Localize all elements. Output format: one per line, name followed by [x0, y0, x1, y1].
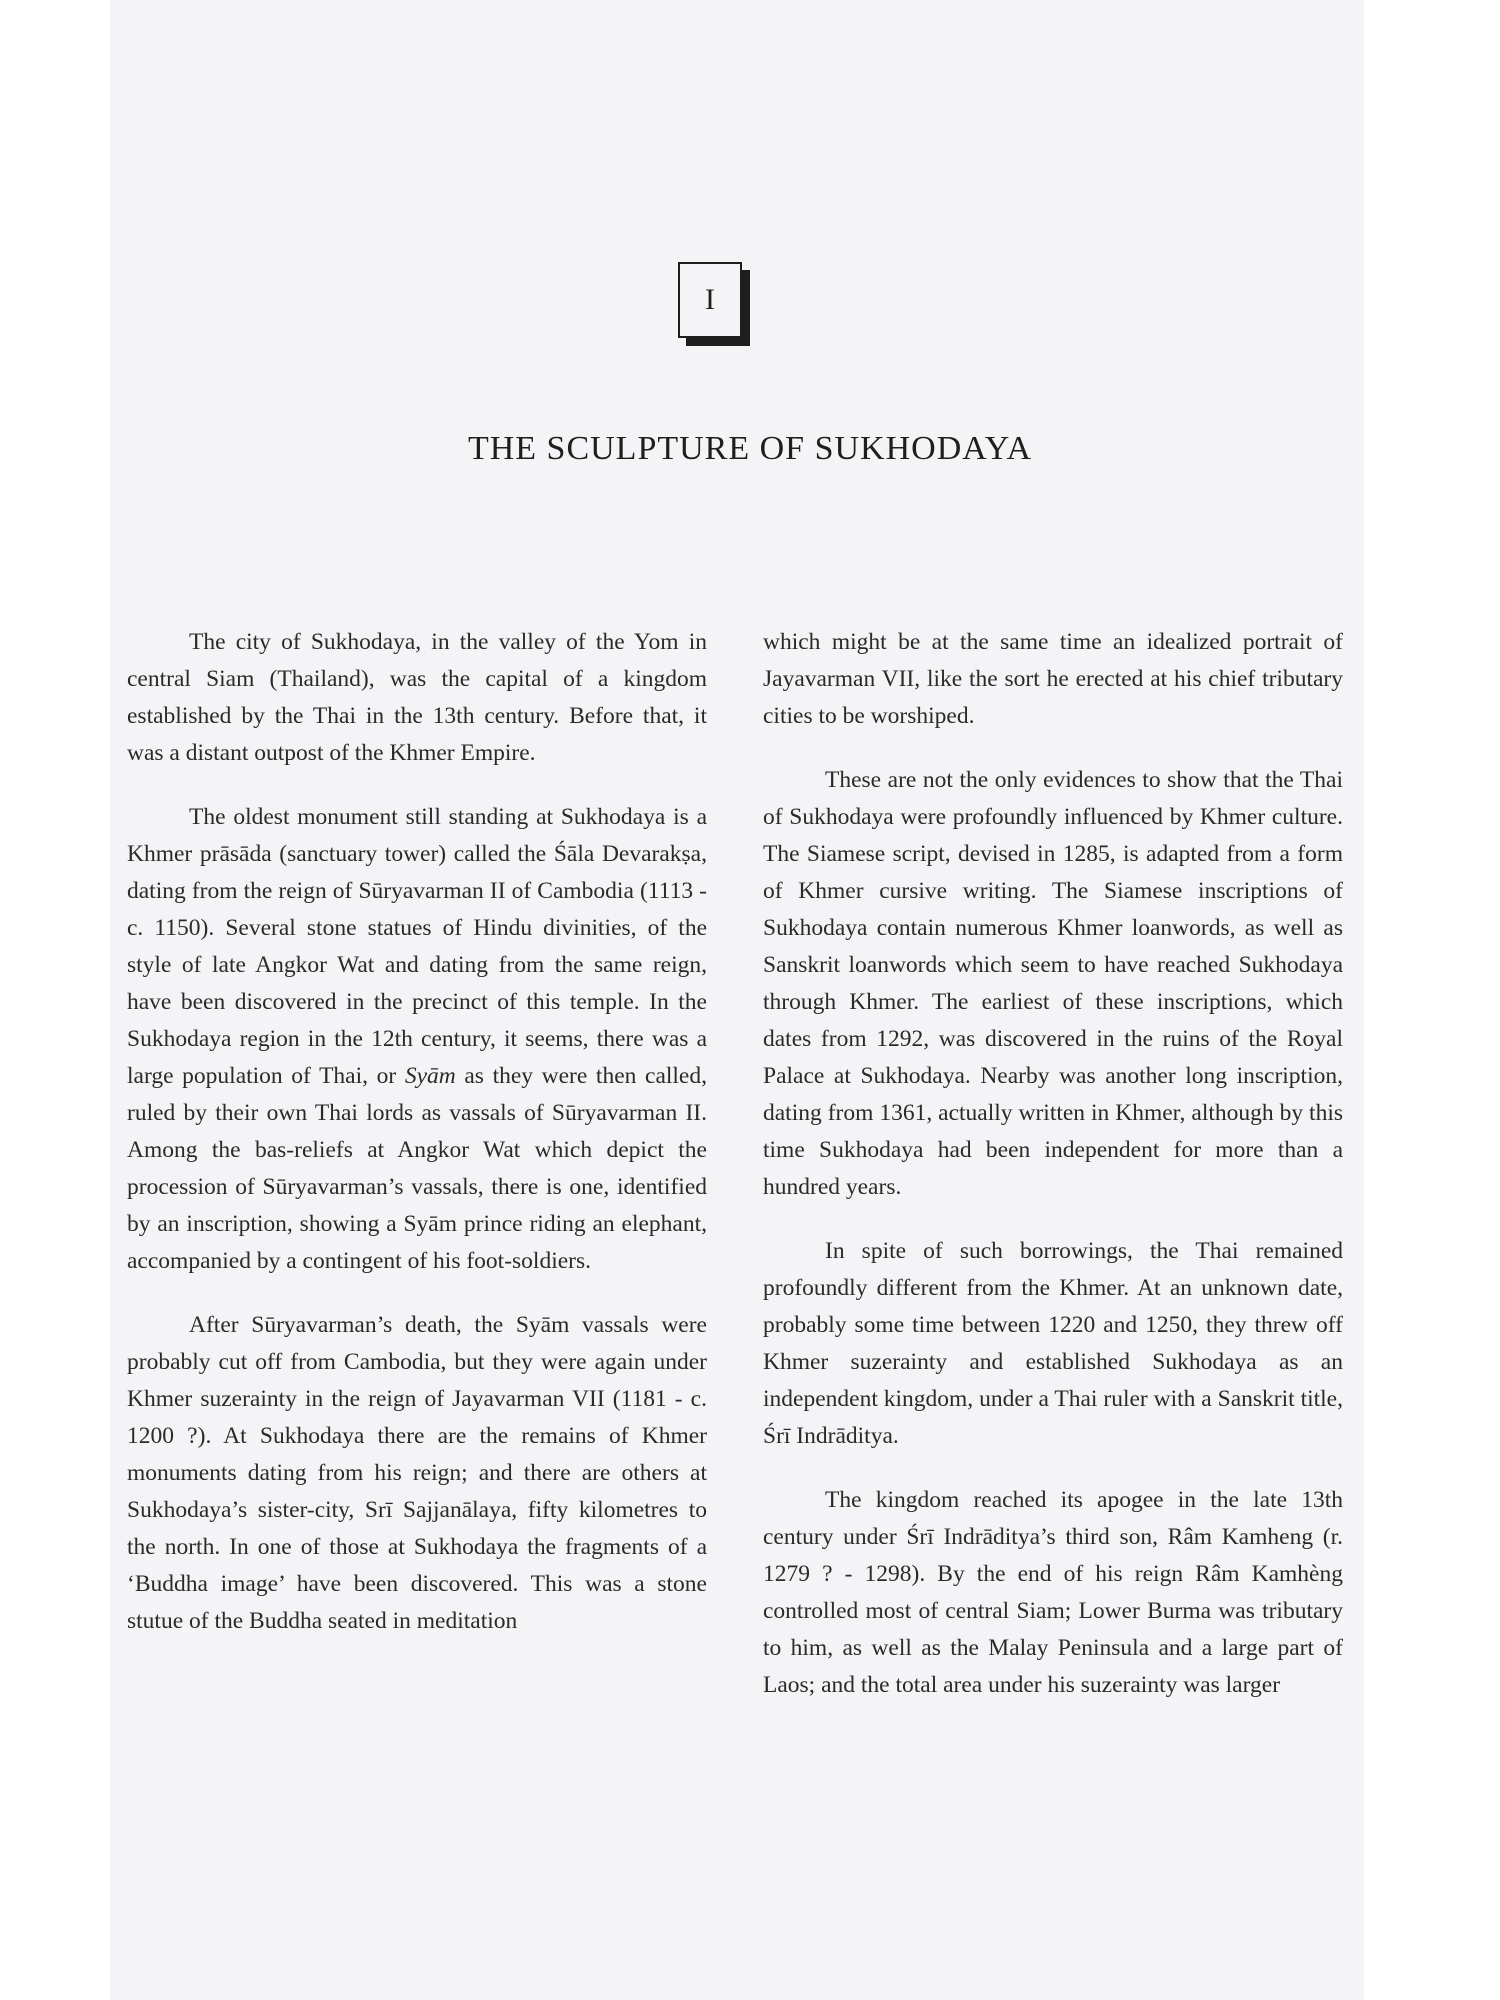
right-paragraph-4: The kingdom reached its apogee in the late 13th century under Śrī Indrāditya’s third son, Râm Kamheng (r. 1279 ? - 1298). By the end of his reign Râm Kamhèng controlled most of central Siam; Lower Burma was tributary to him, as well as the Malay Peninsula and a large part of Laos; and the total area under his suzerainty was larger	[763, 1487, 1343, 1698]
right-paragraph-2: These are not the only evidences to show that the Thai of Sukhodaya were profoundly influenced by Khmer culture. The Siamese script, devised in 1285, is adapted from a form of Khmer cursive writing. The Siamese inscriptions of Sukhodaya contain numerous Khmer loanwords, as well as Sanskrit loanwords which seem to have reached Sukhodaya through Khmer. The earliest of these inscriptions, which dates from 1292, was discovered in the ruins of the Royal Palace at Sukhodaya. Nearby was another long inscription, dating from 1361, actually written in Khmer, although by this time Sukhodaya had been independent for more than a hundred years.	[763, 767, 1343, 1200]
left-paragraph-2-rest: as they were then called, ruled by their own Thai lords as vassals of Sūryavarman II. Among the bas-reliefs at Angkor Wat which depict the procession of Sūryavarman’s vassals, there is one, identified by an inscription, showing a Syām prince riding an elephant, accompanied by a contingent of his foot-soldiers.	[127, 1063, 707, 1274]
left-column	[127, 624, 707, 1667]
right-column	[763, 624, 1343, 1731]
chapter-number: I	[678, 262, 742, 338]
right-paragraph-3: In spite of such borrowings, the Thai remained profoundly different from the Khmer. At an unknown date, probably some time between 1220 and 1250, they threw off Khmer suzerainty and established Sukhodaya as an independent kingdom, under a Thai ruler with a Sanskrit title, Śrī Indrāditya.	[763, 1238, 1343, 1449]
chapter-title: THE SCULPTURE OF SUKHODAYA	[467, 430, 1033, 467]
left-paragraph-3: After Sūryavarman’s death, the Syām vassals were probably cut off from Cambodia, but they were again under Khmer suzerainty in the reign of Jayavarman VII (1181 - c. 1200 ?). At Sukhodaya there are the remains of Khmer monuments dating from his reign; and there are others at Sukhodaya’s sister-city, Srī Sajjanālaya, fifty kilometres to the north. In one of those at Sukhodaya the fragments of a ‘Buddha image’ have been discovered. This was a stone stutue of the Buddha seated in meditation	[127, 1312, 707, 1634]
left-paragraph-2-text: The oldest monument still standing at Sukhodaya is a Khmer prāsāda (sanctuary tower) called the Śāla Devarakṣa, dating from the reign of Sūryavarman II of Cambodia (1113 - c. 1150). Several stone statues of Hindu divinities, of the style of late Angkor Wat and dating from the same reign, have been discovered in the precinct of this temple. In the Sukhodaya region in the 12th century, it seems, there was a large population of Thai, or	[127, 804, 707, 1089]
left-paragraph-1: The city of Sukhodaya, in the valley of the Yom in central Siam (Thailand), was the capital of a kingdom established by the Thai in the 13th century. Before that, it was a distant outpost of the Khmer Empire.	[127, 629, 707, 766]
chapter-number-box	[678, 262, 750, 346]
left-paragraph-2	[127, 799, 707, 1280]
right-paragraph-1: which might be at the same time an idealized portrait of Jayavarman VII, like the sort he erected at his chief tributary cities to be worshiped.	[763, 629, 1343, 729]
syam-italic: Syām	[404, 1063, 456, 1089]
